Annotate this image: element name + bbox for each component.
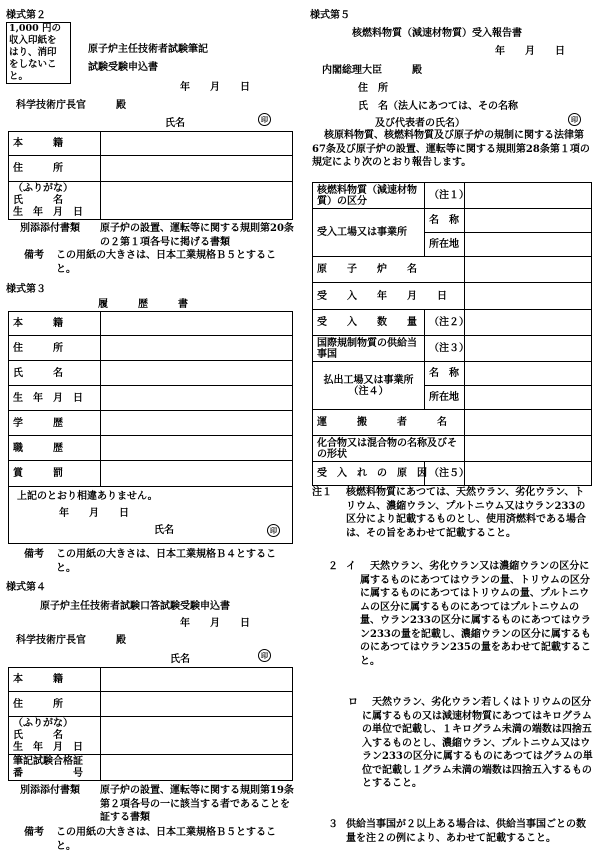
row-label: 払出工場又は事業所 (323, 374, 414, 386)
seal-icon: 印 (258, 649, 271, 662)
row-label: 住 所 (9, 336, 101, 361)
field[interactable] (101, 436, 293, 461)
remark-text: この用紙の大きさは、日本工業規格Ｂ５とすること。 (56, 827, 276, 852)
note-ref: （注２） (425, 310, 465, 336)
stamp-box-line: はり、消印 (9, 47, 57, 58)
form4-heading: 原子炉主任技術者試験口答試験受験申込書 (40, 601, 230, 612)
row-label: 生 年 月 日 (13, 741, 83, 753)
row-label-furigana: （ふりがな） (13, 182, 73, 194)
form5-addressee: 内閣総理大臣 殿 (322, 65, 422, 76)
row-label: 受入工場又は事業所 (313, 209, 425, 257)
row-label: 職 歴 (9, 436, 101, 461)
row-label: 受 入 年 月 日 (313, 283, 465, 310)
form3-date: 年 月 日 (59, 508, 129, 519)
form2-name-label: 氏名 (165, 118, 185, 129)
form3-title: 様式第３ (6, 284, 46, 295)
attached-text: 原子炉の設置、運転等に関する規則第20条の２第１項各号に掲げる書類 (100, 223, 294, 248)
field[interactable] (465, 310, 592, 336)
field[interactable] (465, 436, 592, 462)
form2-date: 年 月 日 (180, 82, 250, 93)
field[interactable] (101, 336, 293, 361)
row-label: 生 年 月 日 (9, 386, 101, 411)
note-3-num: ３ (328, 819, 338, 830)
note-2-i: イ (346, 561, 356, 572)
field[interactable] (101, 692, 293, 717)
field[interactable] (465, 183, 592, 209)
seal-icon: 印 (568, 113, 581, 126)
row-label: 氏 名 (13, 194, 63, 206)
row-label: 賞 罰 (9, 461, 101, 487)
field[interactable] (101, 668, 293, 692)
row-label: 氏 名 (9, 361, 101, 386)
form2-addressee: 科学技術庁長官 殿 (16, 100, 126, 111)
seal-icon: 印 (267, 524, 280, 537)
remark-label: 備考 (24, 250, 44, 261)
form5-shimei-2: 及び代表者の氏名） (375, 118, 465, 129)
stamp-box-line: 1,000 円の (9, 23, 62, 34)
note-ref: （注３） (425, 336, 465, 362)
remark-text: この用紙の大きさは、日本工業規格Ｂ５とすること。 (56, 250, 276, 275)
field[interactable] (101, 755, 293, 781)
form5-jusho: 住 所 (358, 83, 388, 94)
row-label-note: （注４） (348, 385, 389, 397)
row-label: 本 籍 (9, 668, 101, 692)
form3-heading: 履 歴 書 (98, 299, 188, 310)
row-label: 本 籍 (9, 132, 101, 156)
note-2-ro-text: 天然ウラン、劣化ウラン若しくはトリウムの区分に属するもの又は減速材物質にあつてはキログラムの単位で記載し、１キログラム未満の端数は四捨五入するものとし、濃縮ウラン、プルトニウム又はウラン233の区分に属するものにあつてはグラムの単位で記載し１グラム未満の端数は四捨五入するものとすること。 (362, 697, 593, 789)
row-label: 原 子 炉 名 (313, 257, 465, 283)
note-2-ro: ロ (348, 697, 358, 708)
row-label: 化合物又は混合物の名称及びその形状 (313, 436, 465, 462)
field[interactable] (465, 410, 592, 436)
field[interactable] (101, 461, 293, 487)
field-jusho[interactable] (101, 156, 293, 182)
field[interactable] (101, 386, 293, 411)
form5-table (312, 182, 592, 486)
note-1: 核燃料物質にあつては、天然ウラン、劣化ウラン、トリウム、濃縮ウラン、プルトニウム又はウラン233の区分により記載するものとし、使用済燃料である場合は、その旨をあわせて記載すること。 (346, 487, 586, 539)
attached-label: 別添添付書類 (20, 223, 80, 234)
stamp-box-line: をしないこ (9, 59, 57, 70)
form2-table (8, 131, 293, 220)
row-label: 氏 名 (13, 729, 63, 741)
form5-heading: 核燃料物質（減速材物質）受入報告書 (352, 28, 522, 39)
row-label: 国際規制物質の供給当事国 (313, 336, 425, 362)
row-label-furigana: （ふりがな） (13, 717, 73, 729)
form3-name-label: 氏名 (154, 525, 174, 536)
sub-label: 名 称 (425, 362, 465, 386)
form5-date: 年 月 日 (495, 46, 565, 57)
form4-title: 様式第４ (6, 582, 46, 593)
sub-label: 所在地 (425, 386, 465, 410)
note-2-num: ２ (328, 561, 338, 572)
row-label: 本 籍 (9, 312, 101, 336)
field[interactable] (465, 336, 592, 362)
note-2-i-text: 天然ウラン、劣化ウラン又は濃縮ウランの区分に属するものにあつてはウランの量、トリウムの区分に属するものにあつてはトリウムの量、プルトニウムの区分に属するものにあつてはプルトニウムの量、ウラン233の区分に属するものにあつてはウラン233の量を記載し、濃縮ウランの区分に属するものにあつてはウラン235の量をあわせて記載すること。 (360, 561, 591, 667)
row-label: 受 入 数 量 (313, 310, 425, 336)
row-label: 住 所 (9, 156, 101, 182)
row-label: 運 搬 者 名 (313, 410, 465, 436)
form5-title: 様式第５ (310, 10, 350, 21)
remark-text: この用紙の大きさは、日本工業規格Ｂ４とすること。 (56, 549, 276, 574)
row-label: 番 号 (13, 767, 83, 779)
remark-label: 備考 (24, 549, 44, 560)
row-label: 学 歴 (9, 411, 101, 436)
form4-table (8, 667, 293, 781)
sub-label: 名 称 (425, 209, 465, 233)
form4-date: 年 月 日 (180, 618, 250, 629)
field[interactable] (101, 312, 293, 336)
sub-label: 所在地 (425, 233, 465, 257)
field[interactable] (465, 462, 592, 486)
form3-table (8, 311, 293, 544)
field[interactable] (465, 209, 592, 233)
field[interactable] (101, 361, 293, 386)
form2-heading-2: 試験受験申込書 (88, 62, 158, 73)
field[interactable] (101, 717, 293, 755)
attached-label: 別添添付書類 (20, 785, 80, 796)
form4-addressee: 科学技術庁長官 殿 (16, 635, 126, 646)
row-label: 核燃料物質（減速材物質）の区分 (313, 183, 425, 209)
field[interactable] (465, 233, 592, 257)
form2-title: 様式第２ (6, 10, 46, 21)
note-3-text: 供給当事国が２以上ある場合は、供給当事国ごとの数量を注２の例により、あわせて記載すること。 (346, 819, 586, 844)
field[interactable] (465, 386, 592, 410)
form5-shimei: 氏 名（法人にあつては、その名称 (358, 101, 518, 112)
field[interactable] (465, 362, 592, 386)
field-honseki[interactable] (101, 132, 293, 156)
field-shimei[interactable] (101, 182, 293, 220)
notes-label: 注１ (312, 487, 332, 498)
field[interactable] (465, 283, 592, 310)
row-label: 生 年 月 日 (13, 206, 83, 218)
field[interactable] (465, 257, 592, 283)
row-label: 受 入 れ の 原 因 (313, 462, 425, 486)
note-ref: （注１） (425, 183, 465, 209)
form4-name-label: 氏名 (170, 654, 190, 665)
form3-statement: 上記のとおり相違ありません。 (17, 491, 158, 502)
form2-heading: 原子炉主任技術者試験筆記 (88, 44, 208, 55)
stamp-box-line: と。 (9, 71, 29, 82)
row-label: 住 所 (9, 692, 101, 717)
attached-text: 原子炉の設置、運転等に関する規則第19条第２項各号の一に該当する者であることを証する書類 (100, 785, 294, 823)
form5-intro: 核原料物質、核燃料物質及び原子炉の規制に関する法律第67条及び原子炉の設置、運転等に関する規則第28条第１項の規定により次のとおり報告します。 (312, 130, 590, 168)
field[interactable] (101, 411, 293, 436)
note-ref: （注５） (425, 462, 465, 486)
remark-label: 備考 (24, 827, 44, 838)
row-label: 筆記試験合格証 (13, 755, 83, 767)
stamp-box (6, 22, 71, 84)
seal-icon: 印 (258, 113, 271, 126)
stamp-box-line: 収入印紙を (9, 35, 57, 46)
